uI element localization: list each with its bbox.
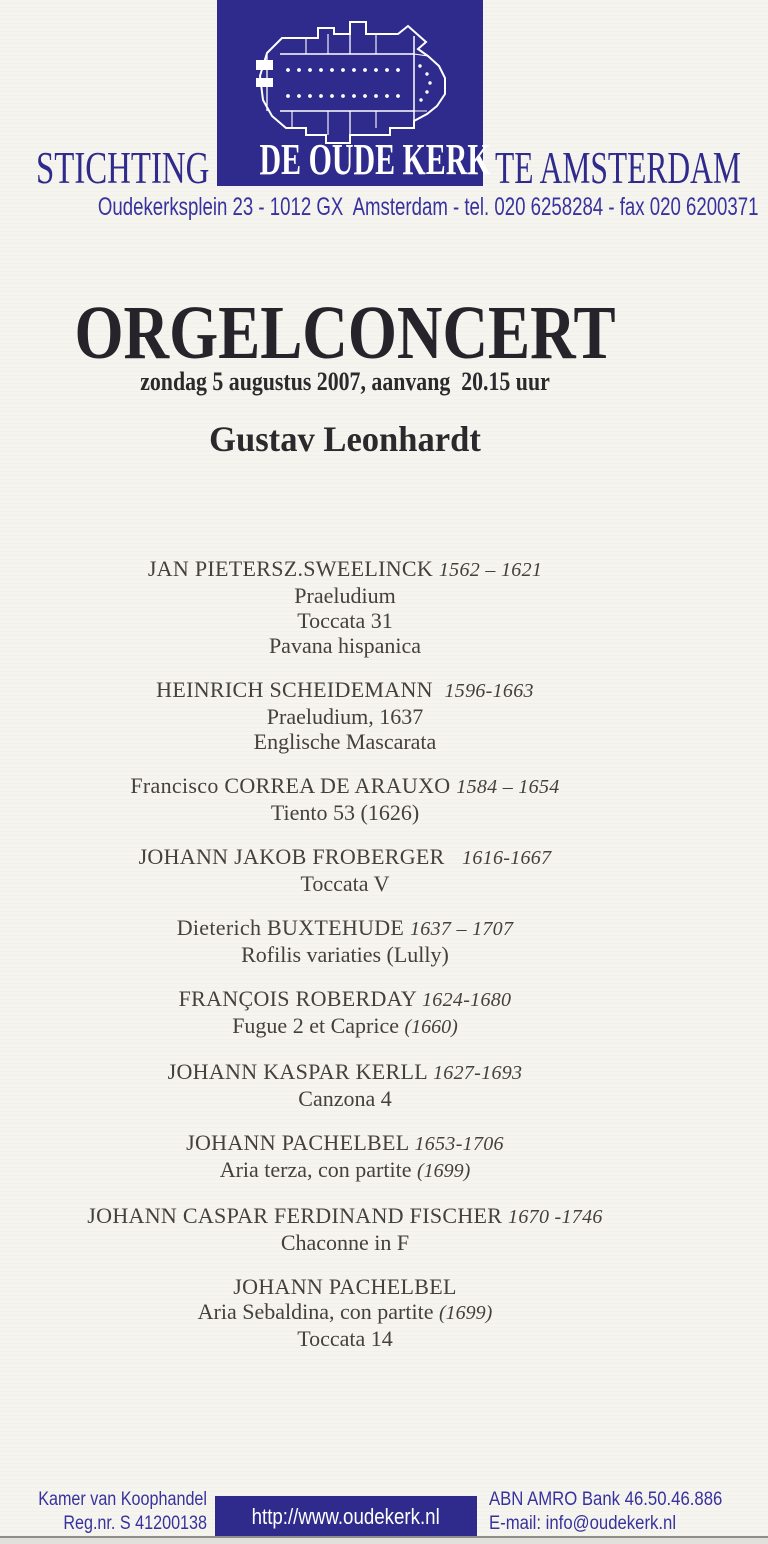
program-section: [0, 1203, 690, 1255]
website-url: http://www.oudekerk.nl: [251, 1503, 441, 1529]
composer-name: JOHANN PACHELBEL: [233, 1274, 457, 1299]
composer-line: [0, 1130, 690, 1157]
logo-title: DE OUDE KERK: [259, 135, 491, 184]
piece-line: [0, 1013, 690, 1040]
program-section: [0, 773, 690, 825]
piece-line: [0, 1086, 690, 1111]
piece-title: Canzona 4: [298, 1086, 392, 1111]
composer-dates: 1616-1667: [462, 847, 552, 869]
footer-line: Reg.nr. S 41200138: [63, 1513, 207, 1534]
composer-name: JOHANN PACHELBEL: [186, 1130, 415, 1155]
scan-bottom-edge: [0, 1536, 768, 1544]
piece-title: Rofilis variaties (Lully): [241, 942, 449, 967]
program-section: [0, 677, 690, 754]
composer-name: JOHANN JAKOB FROBERGER: [138, 844, 463, 869]
piece-title: Toccata V: [300, 871, 390, 896]
program-section: [0, 1274, 690, 1351]
piece-title: Aria Sebaldina, con partite: [197, 1299, 439, 1324]
program-section: [0, 915, 690, 967]
composer-dates: 1562 – 1621: [438, 559, 543, 581]
composer-line: [0, 986, 690, 1013]
composer-line: [0, 1059, 690, 1086]
composer-dates: 1653-1706: [414, 1133, 504, 1155]
piece-note: (1660): [404, 1016, 458, 1038]
program-section: [0, 1059, 690, 1111]
piece-title: Pavana hispanica: [268, 633, 422, 658]
composer-line: [0, 556, 690, 583]
piece-title: Tiento 53 (1626): [270, 800, 420, 825]
composer-line: [0, 915, 690, 942]
composer-line: [0, 677, 690, 704]
org-name-right: TE AMSTERDAM: [495, 143, 741, 193]
piece-line: [0, 729, 690, 754]
concert-title: ORGELCONCERT: [74, 291, 616, 375]
composer-dates: 1637 – 1707: [409, 918, 514, 940]
church-floorplan-icon: [230, 4, 470, 146]
piece-title: Aria terza, con partite: [219, 1157, 417, 1182]
piece-line: [0, 583, 690, 608]
composer-dates: 1670 -1746: [508, 1206, 603, 1228]
piece-line: [0, 942, 690, 967]
composer-line: [0, 1203, 690, 1230]
footer-line: ABN AMRO Bank 46.50.46.886: [489, 1489, 723, 1510]
composer-dates: 1627-1693: [432, 1062, 523, 1084]
piece-title: Toccata 31: [297, 608, 393, 633]
piece-title: Fugue 2 et Caprice: [232, 1013, 405, 1038]
address-line: Oudekerksplein 23 - 1012 GX Amsterdam - tel. 020 6258284 - fax 020 6200371: [97, 193, 759, 221]
footer-line: E-mail: info@oudekerk.nl: [489, 1513, 677, 1534]
piece-line: [0, 1230, 690, 1255]
composer-line: [0, 773, 690, 800]
composer-name: Dieterich BUXTEHUDE: [176, 915, 410, 940]
piece-line: [0, 1157, 690, 1184]
piece-line: [0, 871, 690, 896]
composer-name: Francisco CORREA DE ARAUXO: [130, 773, 457, 798]
piece-title: Praeludium: [294, 583, 396, 608]
composer-line: [0, 1274, 690, 1299]
piece-line: [0, 608, 690, 633]
piece-line: [0, 800, 690, 825]
program-list: [0, 556, 690, 1370]
composer-name: HEINRICH SCHEIDEMANN: [156, 677, 445, 702]
concert-datetime: zondag 5 augustus 2007, aanvang 20.15 uur: [140, 367, 550, 396]
piece-note: (1699): [416, 1160, 471, 1182]
footer-contact: [489, 1488, 735, 1536]
piece-line: [0, 1326, 690, 1351]
composer-name: JOHANN CASPAR FERDINAND FISCHER: [87, 1203, 509, 1228]
piece-line: [0, 1299, 690, 1326]
piece-line: [0, 633, 690, 658]
piece-title: Praeludium, 1637: [266, 704, 424, 729]
composer-dates: 1624-1680: [422, 989, 512, 1011]
program-section: [0, 556, 690, 658]
program-section: [0, 986, 690, 1040]
logo-box: [217, 0, 491, 186]
org-name-left: STICHTING: [36, 143, 210, 193]
footer-line: Kamer van Koophandel: [38, 1489, 208, 1510]
program-section: [0, 1130, 690, 1184]
composer-name: JOHANN KASPAR KERLL: [167, 1059, 433, 1084]
website-box: [215, 1496, 477, 1537]
piece-title: Chaconne in F: [280, 1230, 410, 1255]
composer-name: FRANÇOIS ROBERDAY: [178, 986, 422, 1011]
composer-dates: 1596-1663: [444, 680, 534, 702]
piece-title: Englische Mascarata: [253, 729, 437, 754]
piece-line: [0, 704, 690, 729]
composer-dates: 1584 – 1654: [456, 776, 560, 798]
piece-title: Toccata 14: [297, 1326, 393, 1351]
composer-line: [0, 844, 690, 871]
composer-name: JAN PIETERSZ.SWEELINCK: [147, 556, 439, 581]
performer-name: Gustav Leonhardt: [209, 419, 481, 459]
footer-registration: [31, 1488, 207, 1536]
piece-note: (1699): [438, 1302, 493, 1324]
program-section: [0, 844, 690, 896]
